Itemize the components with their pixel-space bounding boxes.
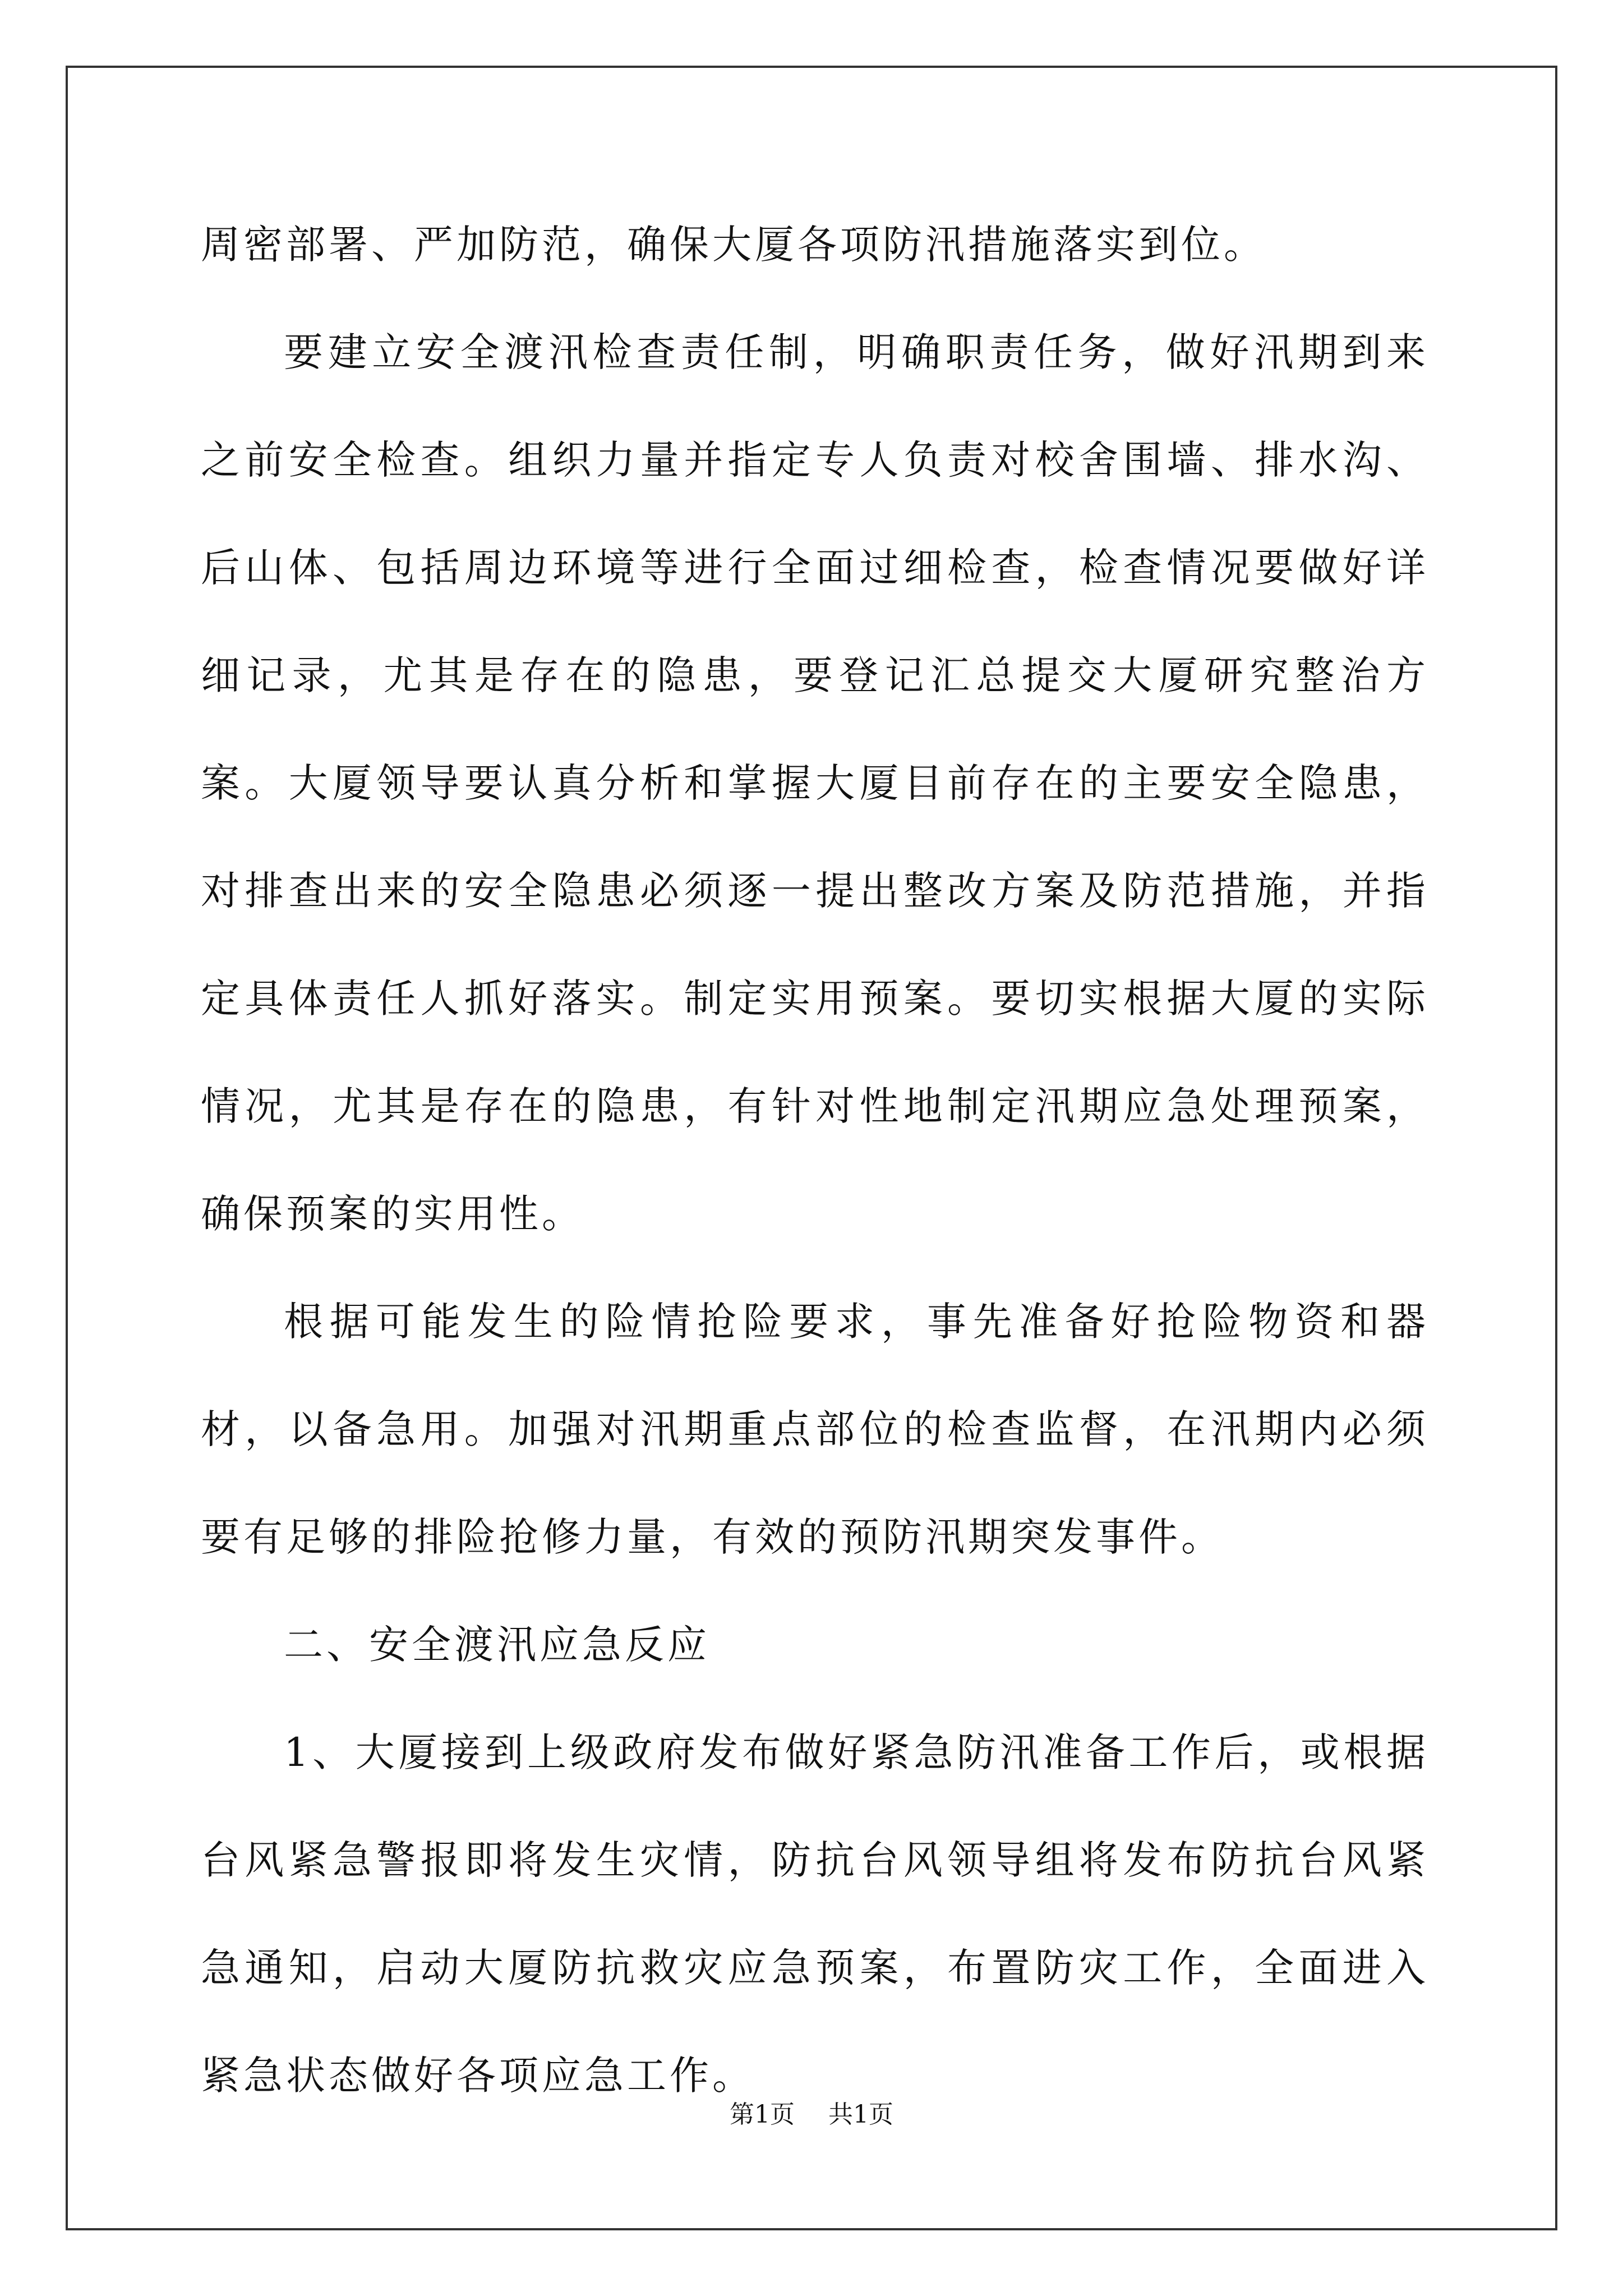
section-heading: 二、安全渡汛应急反应 [284, 1622, 710, 1668]
page-number: 第1页 [730, 2100, 795, 2129]
paragraph-2: 要建立安全渡汛检查责任制，明确职责任务，做好汛期到来之前安全检查。组织力量并指定专人负责对校舍围墙、排水沟、后山体、包括周边环境等进行全面过细检查，检查情况要做好详细记录，尤其是存在的隐患，要登记汇总提交大厦研究整治方案。大厦领导要认真分析和掌握大厦目前存在的主要安全隐患，对排查出来的安全隐患必须逐一提出整改方案及防范措施，并指定具体责任人抓好落实。制定实用预案。要切实根据大厦的实际情况，尤其是存在的隐患，有针对性地制定汛期应急处理预案，确保预案的实用性。 [201, 329, 1429, 1237]
paragraph-3: 根据可能发生的险情抢险要求，事先准备好抢险物资和器材，以备急用。加强对汛期重点部位的检查监督，在汛期内必须要有足够的排险抢修力量，有效的预防汛期突发事件。 [201, 1299, 1429, 1560]
document-body [201, 191, 1429, 2129]
page-footer [0, 2098, 1623, 2132]
paragraph-4: 1、大厦接到上级政府发布做好紧急防汛准备工作后，或根据台风紧急警报即将发生灾情，防抗台风领导组将发布防抗台风紧急通知，启动大厦防抗救灾应急预案，布置防灾工作，全面进入紧急状态做好各项应急工作。 [201, 1729, 1429, 2099]
paragraph-1: 周密部署、严加防范，确保大厦各项防汛措施落实到位。 [201, 222, 1266, 268]
page-total: 共1页 [828, 2100, 893, 2129]
